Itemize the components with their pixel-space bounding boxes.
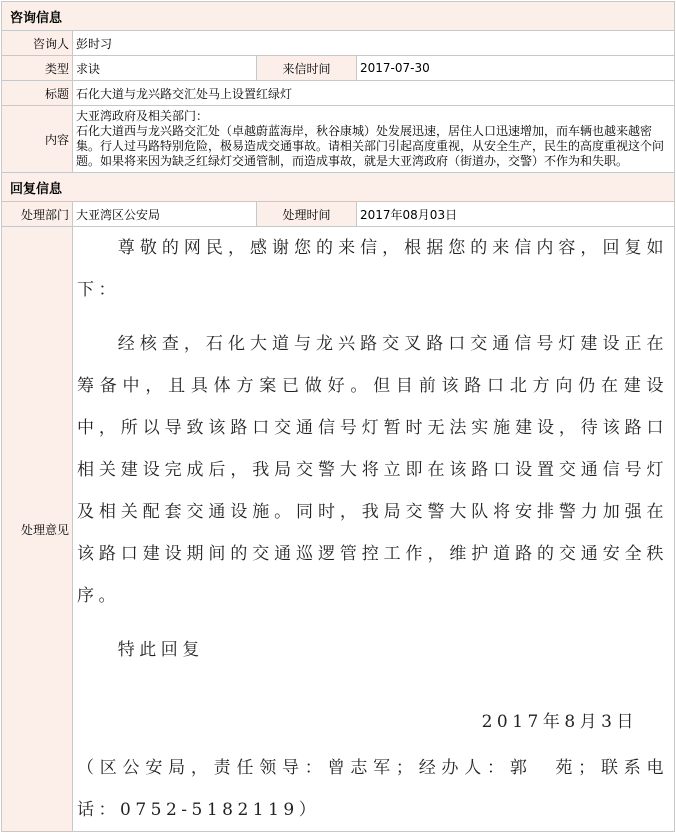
opinion-value xyxy=(73,227,675,832)
reply-closing: 特此回复 xyxy=(117,640,204,660)
dept-label: 处理部门 xyxy=(2,202,73,227)
content-line: 石化大道西与龙兴路交汇处（卓越蔚蓝海岸，秋谷康城）处发展迅速，居住人口迅速增加，而车辆也越来越密集。行人过马路特别危险，极易造成交通事故。请相关部门引起高度重视，从安全生产，民生的高度重视这个问题。如果将来因为缺乏红绿灯交通管制，而造成事故，就是大亚湾政府（街道办，交警）不作为和失职。 xyxy=(76,124,665,168)
content-label: 内容 xyxy=(2,106,73,173)
reply-sign-date: 2017年8月3日 xyxy=(481,712,638,732)
reply-paragraph: 经核查，石化大道与龙兴路交叉路口交通信号灯建设正在筹备中，且具体方案已做好。但目前该路口北方向仍在建设中，所以导致该路口交通信号灯暂时无法实施建设，待该路口相关建设完成后，我局交警大将立即在该路口设置交通信号灯及相关配套交通设施。同时，我局交警大队将安排警力加强在该路口建设期间的交通巡逻管控工作，维护道路的交通安全秩序。 xyxy=(77,334,668,606)
type-value: 求诀 xyxy=(73,56,257,81)
asker-label: 咨询人 xyxy=(2,31,73,56)
title-label: 标题 xyxy=(2,81,73,106)
inquiry-section-title: 咨询信息 xyxy=(2,2,675,31)
opinion-label: 处理意见 xyxy=(2,227,73,832)
dept-value: 大亚湾区公安局 xyxy=(73,202,257,227)
content-value xyxy=(73,106,675,173)
content-line: 大亚湾政府及相关部门： xyxy=(76,109,209,123)
type-label: 类型 xyxy=(2,56,73,81)
reply-section-title: 回复信息 xyxy=(2,173,675,202)
reply-contact: （区公安局，责任领导：曾志军；经办人：郭 苑；联系电话：0752-5182119） xyxy=(77,758,668,820)
date-label: 来信时间 xyxy=(257,56,357,81)
inquiry-table xyxy=(1,1,675,832)
time-value: 2017年08月03日 xyxy=(357,202,675,227)
asker-value: 彭时习 xyxy=(73,31,675,56)
date-value: 2017-07-30 xyxy=(357,56,675,81)
time-label: 处理时间 xyxy=(257,202,357,227)
reply-paragraph: 尊敬的网民，感谢您的来信，根据您的来信内容，回复如下： xyxy=(77,238,668,300)
title-value: 石化大道与龙兴路交汇处马上设置红绿灯 xyxy=(73,81,675,106)
